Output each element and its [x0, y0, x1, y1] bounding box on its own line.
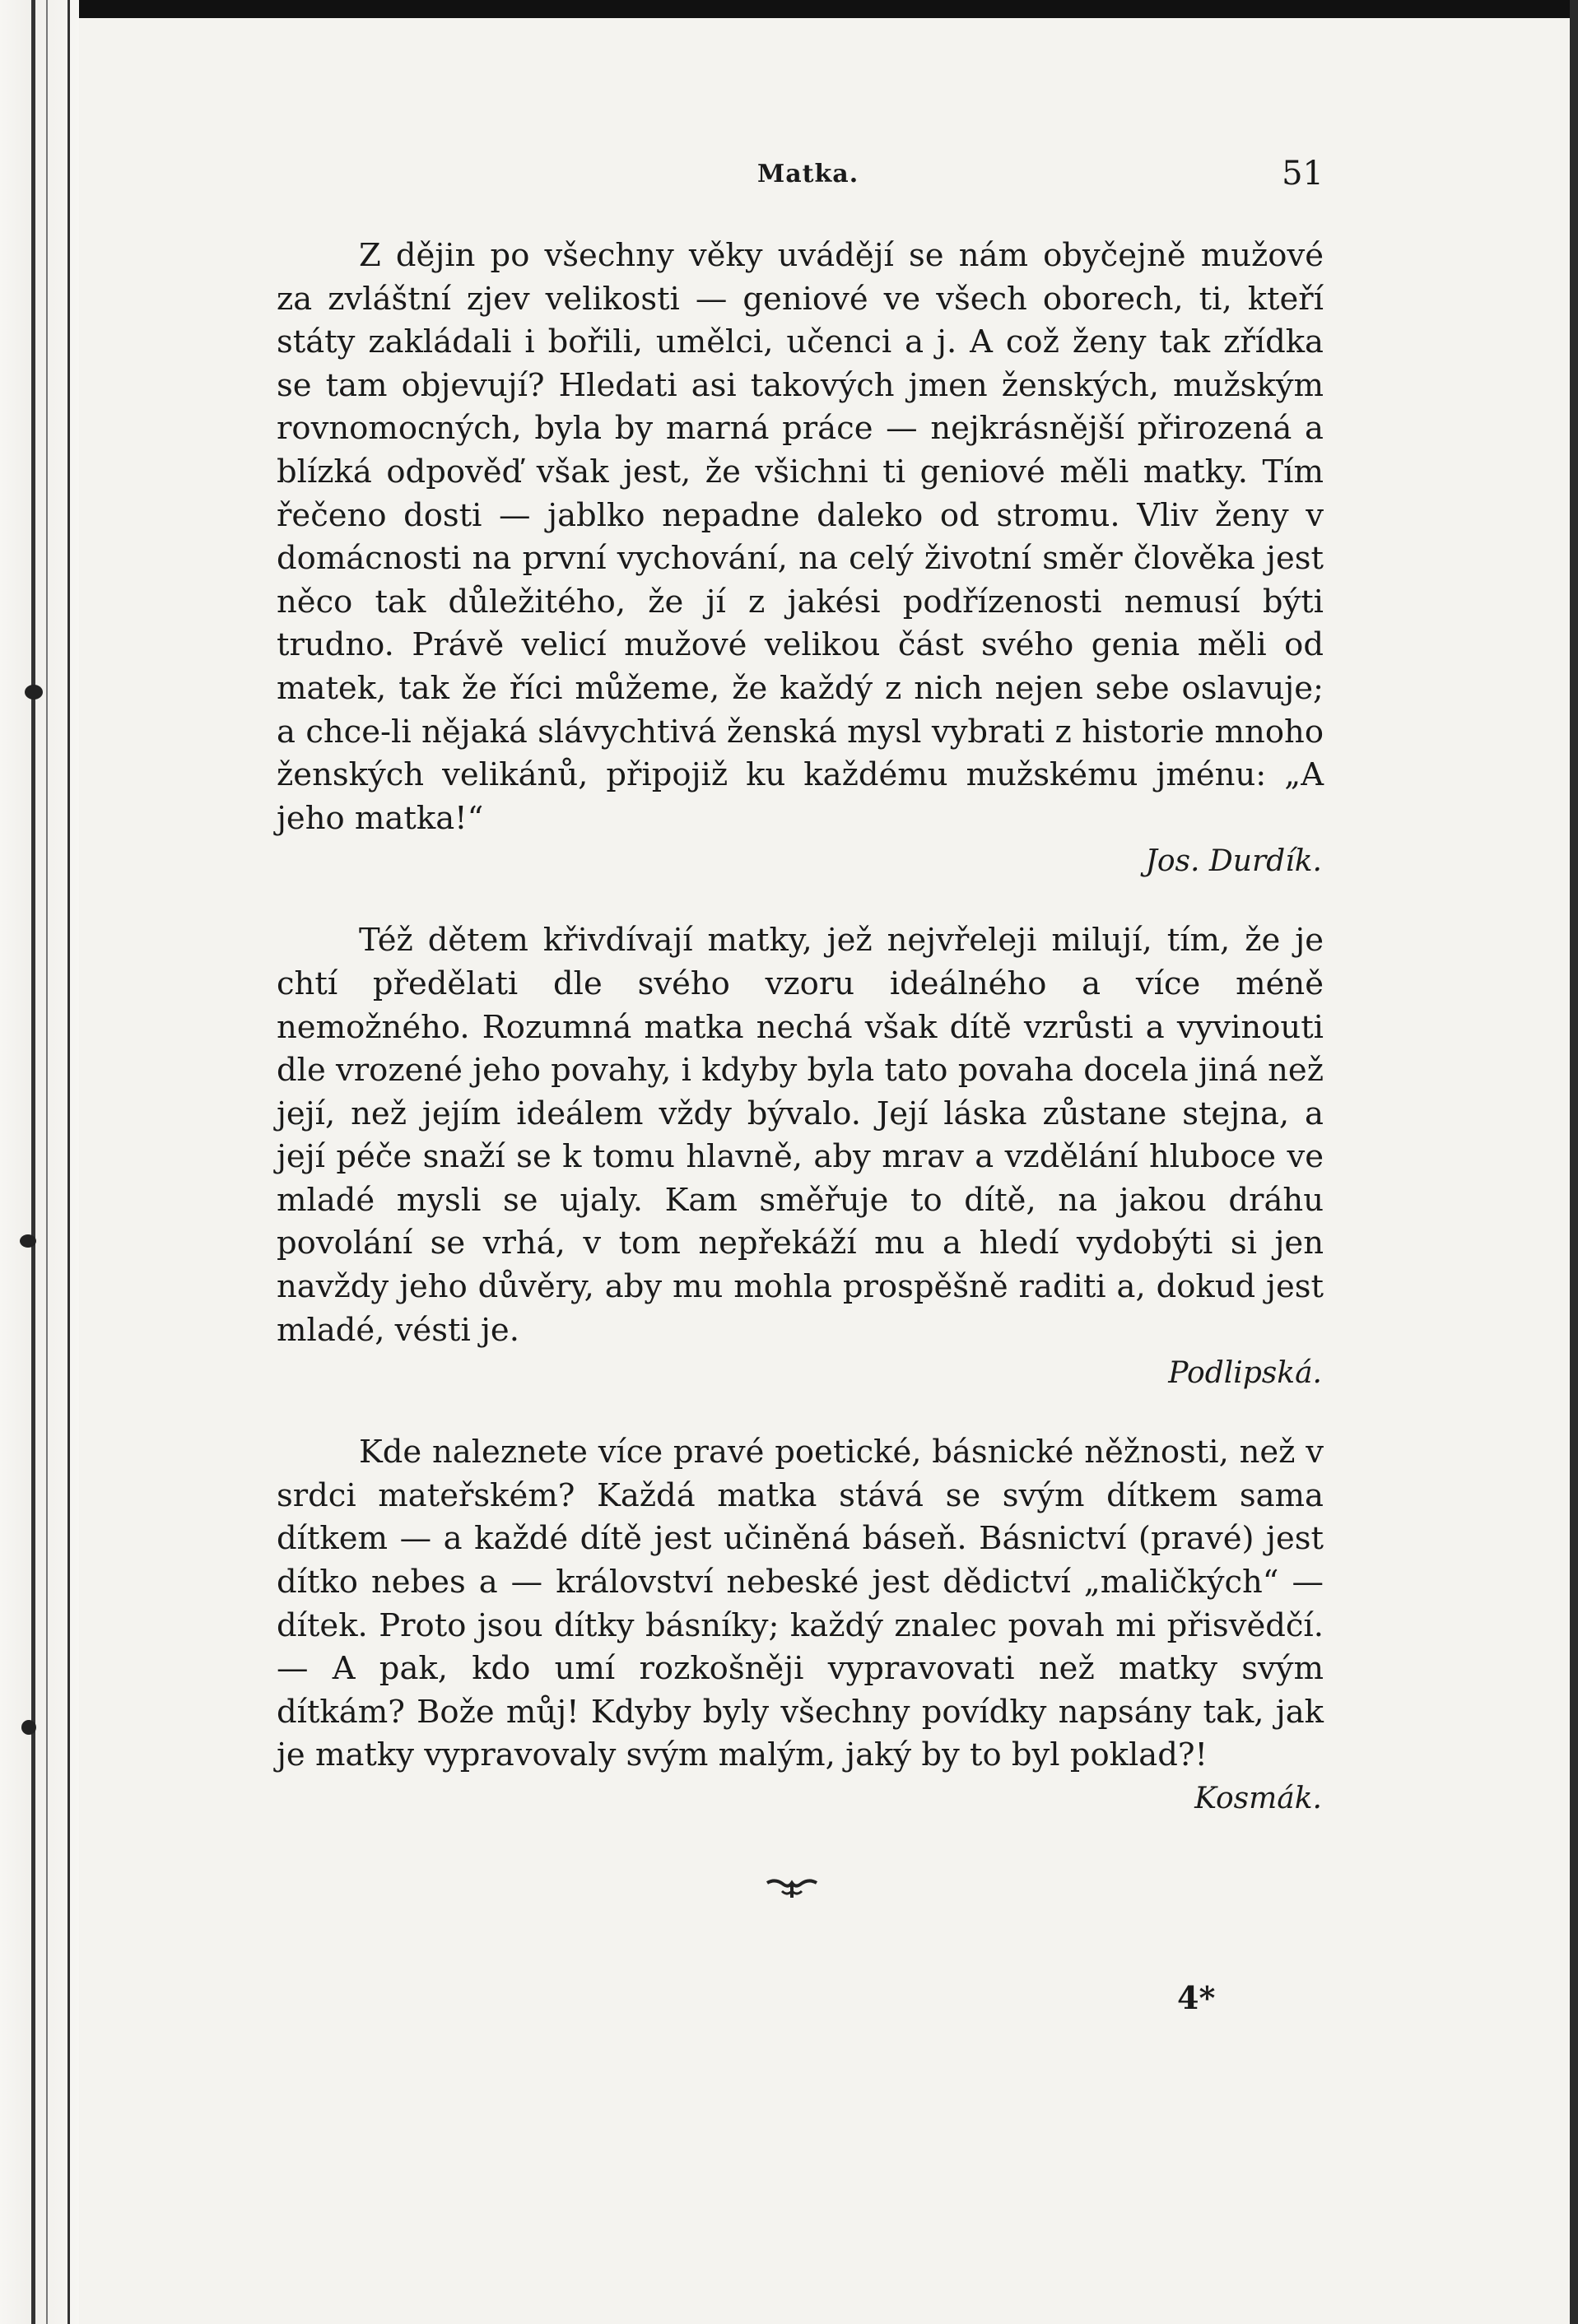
scan-speck — [20, 1234, 36, 1248]
author-name: Kosmák. — [1194, 1782, 1322, 1815]
paragraph — [277, 919, 1324, 1352]
ornament-icon — [764, 1876, 820, 1901]
paragraph-text: Též dětem křivdívají matky, jež nejvřeleji milují, tím, že je chtí předělati dle svého vzoru ideálného a více méně nemožného. Rozumná matka nechá však dítě vzrůsti a vyvinouti dle vrozené jeho povahy, i kdyby byla tato povaha docela jiná než její, než jejím ideálem vždy bývalo. Její láska zůstane stejna, a její péče snaží se k tomu hlavně, aby mrav a vzdělání hluboce ve mladé mysli se ujaly. Kam směřuje to dítě, na jakou dráhu povolání se vrhá, v tom nepřekáží mu a hledí vydobýti si jen navždy jeho důvěry, aby mu mohla prospěšně raditi a, dokud jest mladé, vésti je. — [277, 922, 1324, 1349]
author-attribution — [277, 1352, 1324, 1395]
paragraph-text: Z dějin po všechny věky uvádějí se nám obyčejně mužové za zvláštní zjev velikosti — geniové ve všech oborech, ti, kteří státy zakládali i bořili, umělci, učenci a j. A což ženy tak zřídka se tam objevují? Hledati asi takových jmen ženských, mužským rovnomocných, byla by marná práce — nejkrásnější přirozená a blízká odpověď však jest, že všichni ti geniové měli matky. Tím řečeno dosti — jablko nepadne daleko od stromu. Vliv ženy v domácnosti na první vychování, na celý životní směr člověka jest něco tak důležitého, že jí z jakési podřízenosti nemusí býti trudno. Právě velicí mužové velikou část svého genia měli od matek, tak že říci můžeme, že každý z nich nejen sebe oslavuje; a chce-li nějaká slávychtivá ženská mysl vybrati z historie mnoho ženských velikánů, připojiž ku každému mužskému jménu: „A jeho matka!“ — [277, 237, 1324, 837]
author-name: Podlipská. — [1168, 1356, 1322, 1391]
paragraph — [277, 1431, 1324, 1778]
signature-mark: 4* — [1177, 1979, 1216, 2016]
running-head: Matka. — [757, 160, 859, 188]
scan-right-edge — [1570, 0, 1578, 2324]
author-name: Jos. Durdík. — [1145, 844, 1322, 879]
binding-line — [67, 0, 70, 2324]
page-number: 51 — [1282, 155, 1324, 193]
author-attribution — [277, 840, 1324, 883]
binding-line — [46, 0, 48, 2324]
body-text — [277, 235, 1324, 1820]
paragraph — [277, 235, 1324, 840]
author-attribution — [277, 1778, 1324, 1820]
page-header — [277, 155, 1324, 196]
paragraph-text: Kde naleznete více pravé poetické, básnické něžnosti, než v srdci mateřském? Každá matka stává se svým dítkem sama dítkem — a každé dítě jest učiněná báseň. Básnictví (pravé) jest dítko nebes a — království nebeské jest dědictví „maličkých“ — dítek. Proto jsou dítky básníky; každý znalec povah mi přisvědčí. — A pak, kdo umí rozkošněji vypravovati než matky svým dítkám? Bože můj! Kdyby byly všechny povídky napsány tak, jak je matky vypravovaly svým malým, jaký by to byl poklad?! — [277, 1434, 1324, 1774]
scan-top-edge — [0, 0, 1578, 18]
scan-speck — [25, 685, 43, 700]
scan-speck — [21, 1720, 36, 1735]
binding-line — [31, 0, 35, 2324]
